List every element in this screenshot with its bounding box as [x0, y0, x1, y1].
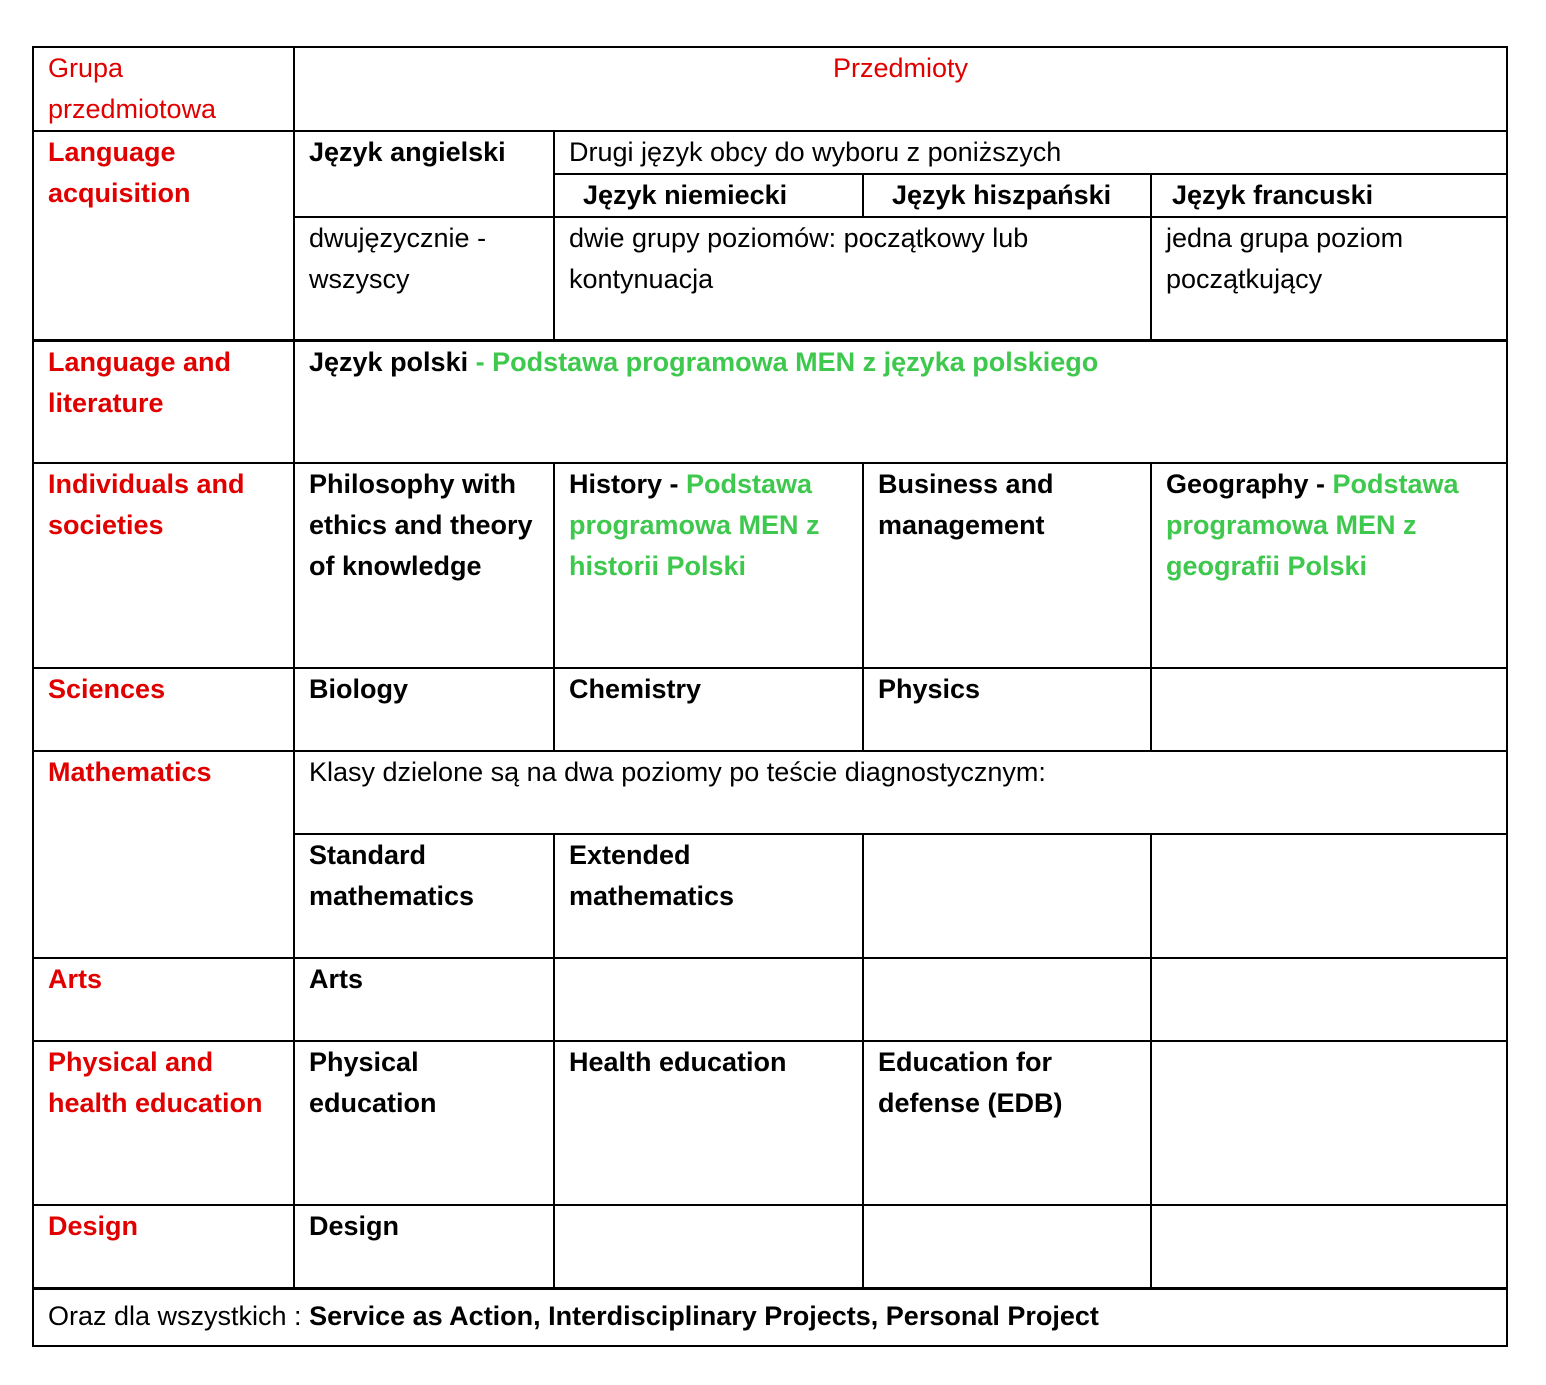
geography-curriculum: Podstawa programowa MEN z geografii Polski: [1166, 469, 1459, 581]
group-label: Arts: [48, 964, 103, 994]
subject-french: Język francuski: [1172, 180, 1374, 210]
polish-curriculum: - Podstawa programowa MEN z języka polskiego: [468, 346, 1099, 377]
english-note: dwujęzycznie - wszyscy: [309, 223, 487, 294]
english-note-cell: [294, 217, 554, 340]
group-language-literature: [33, 340, 294, 463]
history-curriculum: Podstawa programowa MEN z historii Polski: [569, 469, 820, 581]
french-cell: [1151, 174, 1507, 217]
header-group: Grupa przedmiotowa: [48, 53, 217, 124]
group-design: [33, 1205, 294, 1288]
group-physical-health: [33, 1041, 294, 1205]
group-label: Language and literature: [48, 346, 232, 418]
subject-geography: Geography -: [1166, 469, 1333, 499]
physics-cell: [863, 668, 1151, 751]
chemistry-cell: [554, 668, 863, 751]
fr-note-cell: [1151, 217, 1507, 340]
empty-cell: [863, 1205, 1151, 1288]
group-language-acquisition: [33, 131, 294, 340]
subject-polish: Język polski: [309, 346, 469, 377]
arts-cell: [294, 958, 554, 1041]
german-spanish-note: dwie grupy poziomów: początkowy lub kontynuacja: [569, 223, 1029, 294]
de-es-note-cell: [554, 217, 1151, 340]
subject-design: Design: [309, 1211, 400, 1241]
group-label: Design: [48, 1211, 139, 1241]
physical-health-row: [33, 1041, 1507, 1205]
group-mathematics: [33, 751, 294, 958]
subject-arts: Arts: [309, 964, 364, 994]
subject-history: History -: [569, 469, 687, 499]
pe-cell: [294, 1041, 554, 1205]
header-group-cell: [33, 47, 294, 131]
edb-cell: [863, 1041, 1151, 1205]
footer-prefix: Oraz dla wszystkich :: [48, 1300, 310, 1331]
design-cell: [294, 1205, 554, 1288]
group-label: Individuals and societies: [48, 469, 245, 540]
history-cell: [554, 463, 863, 668]
polish-cell: [294, 340, 1507, 463]
english-cell: [294, 131, 554, 217]
second-language-intro: Drugi język obcy do wyboru z poniższych: [569, 137, 1062, 167]
group-individuals-societies: [33, 463, 294, 668]
subjects-table: [32, 46, 1508, 1347]
standard-math-cell: [294, 834, 554, 958]
footer-items: Service as Action, Interdisciplinary Projects, Personal Project: [309, 1300, 1099, 1331]
sciences-row: [33, 668, 1507, 751]
extended-math-cell: [554, 834, 863, 958]
empty-cell: [554, 958, 863, 1041]
subject-english: Język angielski: [309, 137, 506, 167]
group-label: Language acquisition: [48, 137, 191, 208]
subject-standard-math: Standard mathematics: [309, 840, 475, 911]
group-label: Sciences: [48, 674, 166, 704]
subject-german: Język niemiecki: [583, 180, 788, 210]
footer-row: [33, 1288, 1507, 1346]
empty-cell: [1151, 1205, 1507, 1288]
empty-cell: [1151, 1041, 1507, 1205]
footer-cell: [33, 1288, 1507, 1346]
design-row: [33, 1205, 1507, 1288]
spanish-cell: [863, 174, 1151, 217]
subject-biology: Biology: [309, 674, 408, 704]
individuals-societies-row: [33, 463, 1507, 668]
math-intro: Klasy dzielone są na dwa poziomy po teście diagnostycznym:: [309, 757, 1046, 787]
subject-physics: Physics: [878, 674, 981, 704]
empty-cell: [1151, 668, 1507, 751]
second-language-intro-cell: [554, 131, 1507, 174]
subject-edb: Education for defense (EDB): [878, 1047, 1063, 1118]
arts-row: [33, 958, 1507, 1041]
subject-health-education: Health education: [569, 1047, 787, 1077]
geography-cell: [1151, 463, 1507, 668]
empty-cell: [1151, 834, 1507, 958]
german-cell: [554, 174, 863, 217]
math-intro-cell: [294, 751, 1507, 834]
subject-spanish: Język hiszpański: [892, 180, 1112, 210]
group-arts: [33, 958, 294, 1041]
subject-philosophy: Philosophy with ethics and theory of knowledge: [309, 469, 533, 581]
language-literature-row: [33, 340, 1507, 463]
subject-extended-math: Extended mathematics: [569, 840, 735, 911]
header-row: [33, 47, 1507, 131]
empty-cell: [1151, 958, 1507, 1041]
biology-cell: [294, 668, 554, 751]
empty-cell: [863, 834, 1151, 958]
group-sciences: [33, 668, 294, 751]
philosophy-cell: [294, 463, 554, 668]
subject-chemistry: Chemistry: [569, 674, 702, 704]
french-note: jedna grupa poziom początkujący: [1166, 223, 1404, 294]
group-label: Physical and health education: [48, 1047, 263, 1118]
group-label: Mathematics: [48, 757, 212, 787]
header-subjects: Przedmioty: [833, 53, 969, 83]
health-cell: [554, 1041, 863, 1205]
subject-physical-education: Physical education: [309, 1047, 437, 1118]
mathematics-intro-row: [33, 751, 1507, 834]
business-cell: [863, 463, 1151, 668]
subject-business: Business and management: [878, 469, 1054, 540]
language-acquisition-row: [33, 131, 1507, 174]
empty-cell: [554, 1205, 863, 1288]
empty-cell: [863, 958, 1151, 1041]
header-subjects-cell: [294, 47, 1507, 131]
